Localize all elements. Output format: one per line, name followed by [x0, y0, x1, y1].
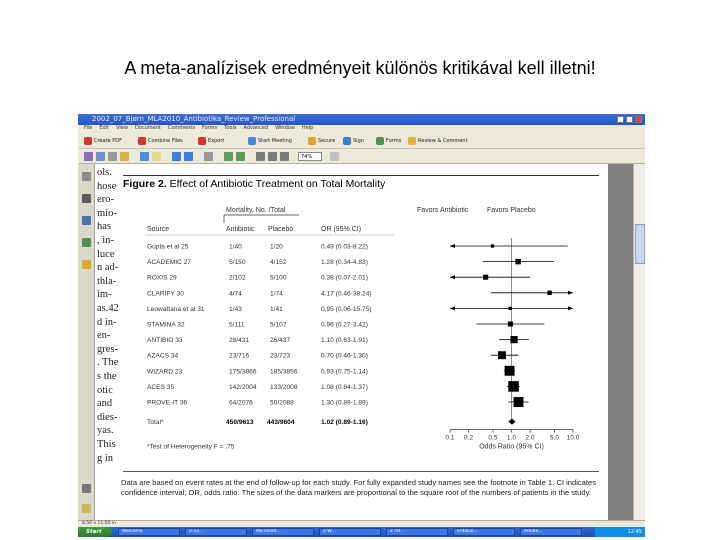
toolbar-button[interactable] [198, 136, 224, 146]
start-button[interactable]: Start [78, 527, 112, 537]
odds-ratio-ci-value: 1.28 (0.34-4.83) [321, 259, 368, 267]
attachments-panel-icon[interactable] [82, 216, 91, 225]
placebo-deaths-value: 5/107 [270, 321, 287, 329]
body-text-line: has [97, 221, 111, 233]
x-axis-tick-label: 2.0 [525, 434, 535, 442]
previous-page-icon[interactable] [172, 152, 181, 161]
total-antibiotic-value: 450/9613 [226, 419, 254, 427]
vertical-scrollbar[interactable] [633, 164, 645, 520]
toolbar-button-label: Start Meeting [258, 138, 292, 144]
study-source-label: WIZARD 23 [147, 368, 183, 376]
placebo-deaths-value: 26/437 [270, 337, 291, 345]
forest-plot [95, 164, 608, 464]
menu-item[interactable]: Window [275, 125, 295, 131]
study-point-marker [510, 336, 517, 343]
antibiotic-deaths-value: 64/2076 [229, 399, 253, 407]
ci-arrow-left [450, 244, 455, 248]
body-text-line: im- [97, 289, 112, 301]
pages-panel-icon[interactable] [82, 172, 91, 181]
study-point-marker [483, 275, 488, 280]
x-axis-title: Odds Ratio (95% CI) [479, 443, 544, 451]
antibiotic-deaths-value: 142/2004 [229, 383, 257, 391]
column-header-placebo: Placebo [268, 226, 294, 233]
toolbar-button-label: Create PDF [94, 138, 122, 144]
column-header-or: OR (95% CI) [321, 226, 362, 233]
ci-arrow-left [450, 275, 455, 279]
study-point-marker [498, 351, 506, 359]
antibiotic-deaths-value: 5/111 [229, 321, 245, 329]
task-toolbar [78, 133, 645, 149]
study-source-label: ACADEMIC 27 [147, 259, 191, 267]
body-text-line: gres- [97, 343, 118, 355]
toolbar-button-icon [248, 137, 256, 145]
study-source-label: ROXIS 29 [147, 274, 177, 282]
column-header-source: Source [147, 226, 170, 233]
menu-item[interactable]: Forms [201, 125, 218, 131]
navigation-panel [78, 164, 95, 520]
figure-caption-title: Effect of Antibiotic Treatment on Total Mortality [166, 178, 386, 190]
mortality-group-header: Mortality, No. /Total [226, 207, 286, 214]
odds-ratio-ci-value: 0.49 (0.03-8.22) [321, 243, 368, 251]
acrobat-window [78, 114, 645, 537]
signatures-panel-icon[interactable] [82, 238, 91, 247]
body-text-line: . The [97, 357, 119, 369]
toolbar-button-label: Sign [353, 138, 364, 144]
menu-item[interactable]: Tools [224, 125, 237, 131]
x-axis-tick-label: 1.0 [506, 434, 517, 442]
taskbar-task[interactable]: 2 Int... [386, 528, 448, 536]
taskbar-task[interactable]: 2 W... [319, 528, 381, 536]
navigation-toolbar [78, 149, 645, 164]
favors-placebo-label: Favors Placebo [487, 207, 536, 214]
toolbar-button-icon [138, 137, 146, 145]
menu-item[interactable]: File [84, 125, 93, 131]
study-source-label: PROVE-IT 36 [147, 399, 188, 407]
pdf-page [95, 164, 608, 520]
open-icon[interactable] [84, 152, 93, 161]
figure-caption: Data are based on event rates at the end of follow-up for each study. For fully expanded study names see the footnote in Table 1. CI indicates confidence interval; OR, odds ratio. The sizes of the data markers are proportional to the square root of the numbers of patients in the study. [121, 478, 597, 497]
study-source-label: AZACS 34 [147, 352, 179, 360]
body-text-line: g in [97, 452, 114, 464]
maximize-button[interactable] [626, 116, 633, 123]
x-axis-tick-label: 10.0 [566, 434, 580, 442]
antibiotic-deaths-value: 1/40 [229, 243, 242, 251]
marquee-zoom-icon[interactable] [280, 152, 289, 161]
body-text-line: as.42 [97, 303, 119, 314]
placebo-deaths-value: 1/74 [270, 290, 283, 298]
x-axis-tick-label: 0.5 [488, 434, 498, 442]
study-point-marker [515, 259, 521, 265]
placebo-deaths-value: 5/100 [270, 274, 287, 282]
odds-ratio-ci-value: 1.10 (0.63-1.91) [321, 337, 368, 345]
select-tool-icon[interactable] [152, 152, 161, 161]
body-text-line: This [97, 439, 116, 450]
next-page-icon[interactable] [184, 152, 193, 161]
menu-bar [78, 125, 645, 133]
study-source-label: Leowattana et al 31 [147, 305, 205, 313]
study-source-label: STAMINA 32 [147, 321, 185, 329]
odds-ratio-ci-value: 0.38 (0.07-2.01) [321, 274, 368, 282]
favors-antibiotic-label: Favors Antibiotic [417, 207, 469, 214]
odds-ratio-ci-value: 0.70 (0.46-1.30) [321, 352, 368, 360]
menu-item[interactable]: Edit [99, 125, 110, 131]
layers-panel-icon[interactable] [82, 260, 91, 269]
antibiotic-deaths-value: 175/3866 [229, 368, 257, 376]
placebo-deaths-value: 23/723 [270, 352, 291, 360]
toolbar-button-icon [408, 137, 416, 145]
menu-item[interactable]: Help [301, 125, 314, 131]
x-axis-tick-label: 0.2 [463, 434, 474, 442]
total-source-label: Total* [147, 419, 164, 427]
antibiotic-deaths-value: 1/43 [229, 305, 242, 313]
placebo-deaths-value: 4/152 [270, 259, 287, 267]
comments-panel-icon[interactable] [82, 484, 91, 493]
body-text-line: en- [97, 330, 111, 342]
taskbar-task[interactable]: Adobe... [520, 528, 582, 536]
ci-arrow-left [450, 306, 455, 310]
antibiotic-deaths-value: 2/102 [229, 274, 246, 282]
odds-ratio-ci-value: 1.08 (0.84-1.37) [321, 383, 368, 391]
study-source-label: ACES 35 [147, 383, 175, 391]
save-icon[interactable] [96, 152, 105, 161]
menu-item[interactable]: View [116, 125, 128, 131]
toolbar-button-icon [343, 137, 351, 145]
zoom-out-icon[interactable] [236, 152, 245, 161]
placebo-deaths-value: 50/2088 [270, 399, 294, 407]
study-point-marker [491, 244, 494, 247]
toolbar-button[interactable] [84, 136, 122, 146]
study-point-marker [514, 397, 524, 407]
body-text-line: ero- [97, 194, 114, 206]
study-source-label: Gupta et al 25 [147, 243, 189, 251]
antibiotic-deaths-value: 23/716 [229, 352, 250, 360]
toolbar-button[interactable] [343, 136, 364, 146]
ci-arrow-right [568, 291, 573, 295]
odds-ratio-ci-value: 4.17 (0.46-38.24) [321, 290, 372, 298]
toolbar-button-label: Secure [318, 138, 336, 144]
body-text-line: d in- [97, 316, 117, 328]
figure-bottom-rule [123, 471, 599, 472]
total-or-ci-value: 1.02 (0.89-1.16) [321, 419, 368, 427]
toolbar-button[interactable] [408, 136, 467, 146]
toolbar-button-icon [308, 137, 316, 145]
study-source-label: CLARIFY 30 [147, 290, 184, 298]
study-source-label: ANTIBIO 33 [147, 337, 183, 345]
placebo-deaths-value: 1/41 [270, 305, 283, 313]
zoom-in-icon[interactable] [224, 152, 233, 161]
placebo-deaths-value: 1/20 [270, 243, 283, 251]
zoom-dropdown-icon[interactable] [330, 152, 339, 161]
body-text-line: and [97, 398, 113, 410]
menu-item[interactable]: Document [134, 125, 161, 131]
slide-title: A meta-analízisek eredményeit különös kritikával kell illetni! [124, 58, 596, 78]
taskbar-task[interactable]: Microsoft... [252, 528, 314, 536]
body-text-line: s the [97, 371, 117, 382]
odds-ratio-ci-value: 1.30 (0.89-1.89) [321, 399, 368, 407]
body-text-line: dies- [97, 411, 118, 423]
study-point-marker [508, 321, 513, 326]
study-point-marker [508, 381, 519, 392]
window-titlebar[interactable] [78, 114, 645, 125]
taskbar [78, 527, 645, 537]
toolbar-button-label: Review & Comment [418, 138, 468, 144]
figure-number: Figure 2. [123, 178, 167, 190]
menu-item[interactable]: Comments [167, 125, 195, 131]
toolbar-button-label: Forms [386, 138, 402, 144]
body-text-line: hose [97, 180, 117, 192]
page-number-field[interactable] [204, 152, 213, 161]
body-text-line: n ad- [97, 262, 119, 274]
body-text-line: otic [97, 384, 113, 396]
antibiotic-deaths-value: 28/431 [229, 337, 250, 345]
odds-ratio-ci-value: 0.96 (0.27-3.42) [321, 321, 368, 329]
window-title: 2002_07_Bjørn_MLA2010_Antibiotika_Review_Professional [92, 115, 296, 123]
toolbar-button[interactable] [308, 136, 335, 146]
placebo-deaths-value: 133/2008 [270, 383, 298, 391]
email-icon[interactable] [120, 152, 129, 161]
zoom-level-field[interactable]: 74% [298, 152, 322, 161]
toolbar-button[interactable] [376, 136, 401, 146]
taskbar-task[interactable]: Welcome [118, 528, 180, 536]
toolbar-button-icon [84, 137, 92, 145]
odds-ratio-ci-value: 0.93 (0.75-1.14) [321, 368, 368, 376]
total-diamond [508, 419, 515, 425]
toolbar-button[interactable] [248, 136, 292, 146]
document-area[interactable] [95, 164, 633, 520]
placebo-deaths-value: 185/3856 [270, 368, 298, 376]
toolbar-button-icon [376, 137, 384, 145]
study-point-marker [508, 307, 511, 310]
heterogeneity-footnote: *Test of Heterogeneity F = .75 [147, 443, 235, 451]
menu-item[interactable]: Advanced [243, 125, 269, 131]
x-axis-tick-label: 0.1 [445, 434, 455, 442]
body-text-line: thla- [97, 275, 117, 287]
antibiotic-deaths-value: 4/74 [229, 290, 242, 298]
body-text-line: , in- [97, 235, 114, 246]
body-text-line: mio- [97, 207, 117, 219]
study-point-marker [547, 291, 551, 295]
fit-width-icon[interactable] [268, 152, 277, 161]
print-icon[interactable] [108, 152, 117, 161]
close-button[interactable] [635, 116, 642, 123]
odds-ratio-ci-value: 0.95 (0.06-15.75) [321, 305, 372, 313]
x-axis-tick-label: 5.0 [549, 434, 560, 442]
toolbar-button-label: Combine Files [148, 138, 183, 144]
system-tray-clock: 12:45 [595, 527, 645, 537]
body-text-line: luce [97, 248, 115, 260]
toolbar-button[interactable] [138, 136, 183, 146]
body-text-line: ols. [97, 167, 112, 178]
taskbar-task[interactable]: 2-12... [185, 528, 247, 536]
scrollbar-thumb[interactable] [635, 224, 645, 264]
antibiotic-deaths-value: 5/150 [229, 259, 246, 267]
study-point-marker [505, 366, 515, 376]
minimize-button[interactable] [617, 116, 624, 123]
status-bar: 8,50 x 11,00 in [78, 520, 645, 527]
help-panel-icon[interactable] [82, 504, 91, 513]
toolbar-button-label: Export [208, 138, 225, 144]
body-text-line: yas. [97, 425, 114, 437]
ci-arrow-right [568, 306, 573, 310]
hand-tool-icon[interactable] [140, 152, 149, 161]
column-header-antibiotic: Antibiotic [226, 226, 255, 233]
toolbar-button-icon [198, 137, 206, 145]
taskbar-task[interactable]: kritikus... [453, 528, 515, 536]
total-placebo-value: 443/9604 [267, 419, 295, 427]
fit-page-icon[interactable] [256, 152, 265, 161]
bookmarks-panel-icon[interactable] [82, 194, 91, 203]
